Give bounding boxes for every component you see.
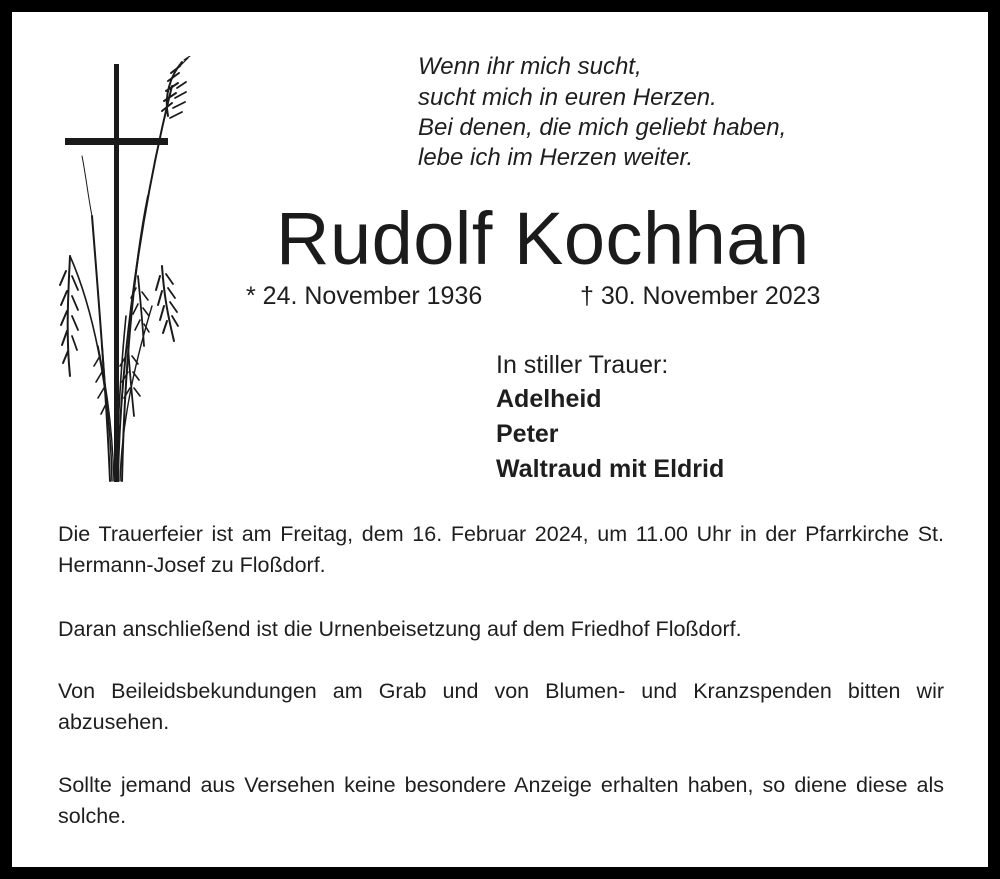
mourner-name: Waltraud mit Eldrid	[496, 455, 725, 483]
cross-with-wheat-icon	[52, 56, 192, 486]
deceased-name: Rudolf Kochhan	[276, 197, 810, 280]
funeral-service-text: Die Trauerfeier ist am Freitag, dem 16. Februar 2024, um 11.00 Uhr in der Pfarrkirche St. Hermann-Josef zu Floßdorf.	[58, 522, 944, 577]
poem-line: Wenn ihr mich sucht,	[418, 53, 642, 80]
death-date: † 30. November 2023	[580, 282, 821, 310]
poem-line: lebe ich im Herzen weiter.	[418, 144, 694, 171]
urn-burial-text: Daran anschließend ist die Urnenbeisetzung auf dem Friedhof Floßdorf.	[58, 617, 742, 641]
poem-line: sucht mich in euren Herzen.	[418, 84, 717, 111]
mourners-heading: In stiller Trauer:	[496, 351, 669, 379]
obituary-card	[12, 12, 988, 867]
mourner-name: Peter	[496, 420, 559, 448]
mourner-name: Adelheid	[496, 385, 602, 413]
poem-line: Bei denen, die mich geliebt haben,	[418, 114, 787, 141]
birth-date: * 24. November 1936	[246, 282, 483, 310]
condolences-text: Von Beileidsbekundungen am Grab und von Blumen- und Kranzspenden bitten wir abzusehen.	[58, 679, 944, 734]
notice-text: Sollte jemand aus Versehen keine besondere Anzeige erhalten haben, so diene diese als solche.	[58, 773, 944, 828]
